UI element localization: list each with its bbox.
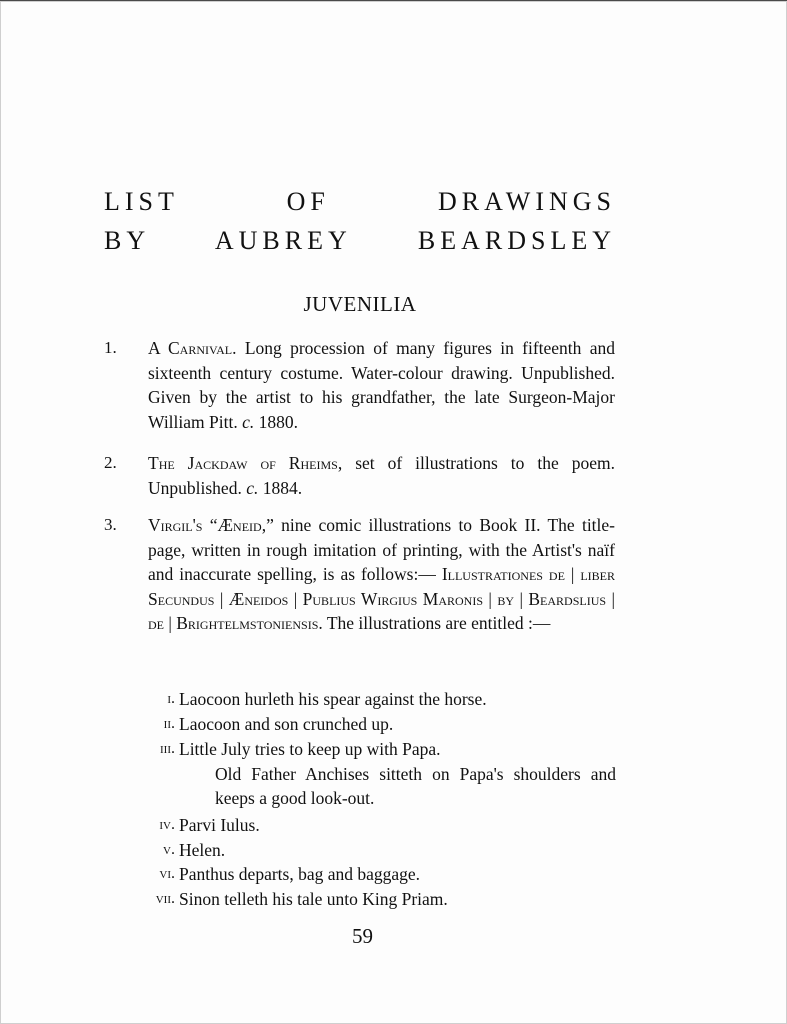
sub-item-text: Laocoon and son crunched up. bbox=[179, 714, 394, 734]
sub-list-item bbox=[159, 862, 616, 887]
section-heading: JUVENILIA bbox=[303, 292, 417, 316]
sub-item-text: Little July tries to keep up with Papa. bbox=[179, 739, 441, 759]
roman-numeral: i. bbox=[167, 690, 175, 707]
roman-numeral: vii. bbox=[155, 890, 175, 907]
entry-description: Long procession of many figures in fifteenth and sixteenth century costume. Water-colour drawing. Unpublished. Given by the artist to his grandfather, the late Surgeon-Major William Pitt. bbox=[148, 338, 616, 432]
sub-item-text: Sinon telleth his tale unto King Priam. bbox=[179, 889, 448, 909]
sub-list-item bbox=[167, 687, 616, 712]
entry-description: set of illustrations to the poem. Unpublished. bbox=[148, 453, 615, 498]
sub-item-continuation: Old Father Anchises sitteth on Papa's shoulders and keeps a good look-out. bbox=[215, 763, 616, 808]
sub-list-item bbox=[163, 712, 616, 737]
entry-number: 2. bbox=[104, 453, 117, 472]
entry-number: 3. bbox=[104, 515, 117, 534]
book-page bbox=[0, 1, 787, 1024]
sub-item-text: Panthus departs, bag and baggage. bbox=[179, 864, 421, 884]
page-title-line-1: LIST OF DRAWINGS bbox=[104, 187, 616, 216]
page-number: 59 bbox=[352, 924, 373, 948]
roman-numeral: ii. bbox=[163, 715, 175, 732]
sub-item-text: Parvi Iulus. bbox=[179, 815, 260, 835]
roman-numeral: v. bbox=[163, 841, 175, 858]
entry-description: nine comic illustrations to Book II. The title-page, written in rough imitation of printing, with the Artist's naïf and inaccurate spelling, is as follows:— bbox=[148, 515, 615, 584]
entry-title: A Carnival. bbox=[148, 338, 237, 358]
sub-list-item bbox=[159, 813, 616, 838]
page-title-line-2: BY AUBREY BEARDSLEY bbox=[104, 226, 616, 255]
entry-circa: c. bbox=[242, 411, 255, 432]
roman-numeral: iii. bbox=[160, 740, 175, 757]
sub-item-text: Laocoon hurleth his spear against the horse. bbox=[179, 689, 487, 709]
sub-list-item bbox=[163, 838, 616, 863]
page-number-container bbox=[1, 924, 786, 949]
list-item bbox=[104, 513, 616, 636]
entry-title: Virgil's “Æneid,” bbox=[148, 515, 274, 535]
sub-list-item bbox=[160, 737, 616, 811]
sub-item-text: Helen. bbox=[179, 840, 226, 860]
sub-list-item bbox=[155, 887, 616, 912]
list-item bbox=[104, 451, 615, 500]
roman-numeral: iv. bbox=[159, 816, 175, 833]
entry-title: The Jackdaw of Rheims, bbox=[148, 453, 343, 473]
entry-circa: c. bbox=[246, 477, 259, 498]
entry-titlepage-text: Illustrationes de | liber Secundus | Æneidos | Publius Wirgius Maronis | by | Beardslius | de | Brightelmstoniensis. bbox=[148, 564, 616, 633]
entry-year: 1880. bbox=[258, 411, 298, 432]
entry-number: 1. bbox=[104, 338, 117, 357]
entry-year: 1884. bbox=[262, 477, 303, 498]
roman-numeral: vi. bbox=[159, 865, 175, 882]
entry-tail: The illustrations are entitled :— bbox=[326, 613, 551, 633]
list-item bbox=[104, 336, 616, 434]
